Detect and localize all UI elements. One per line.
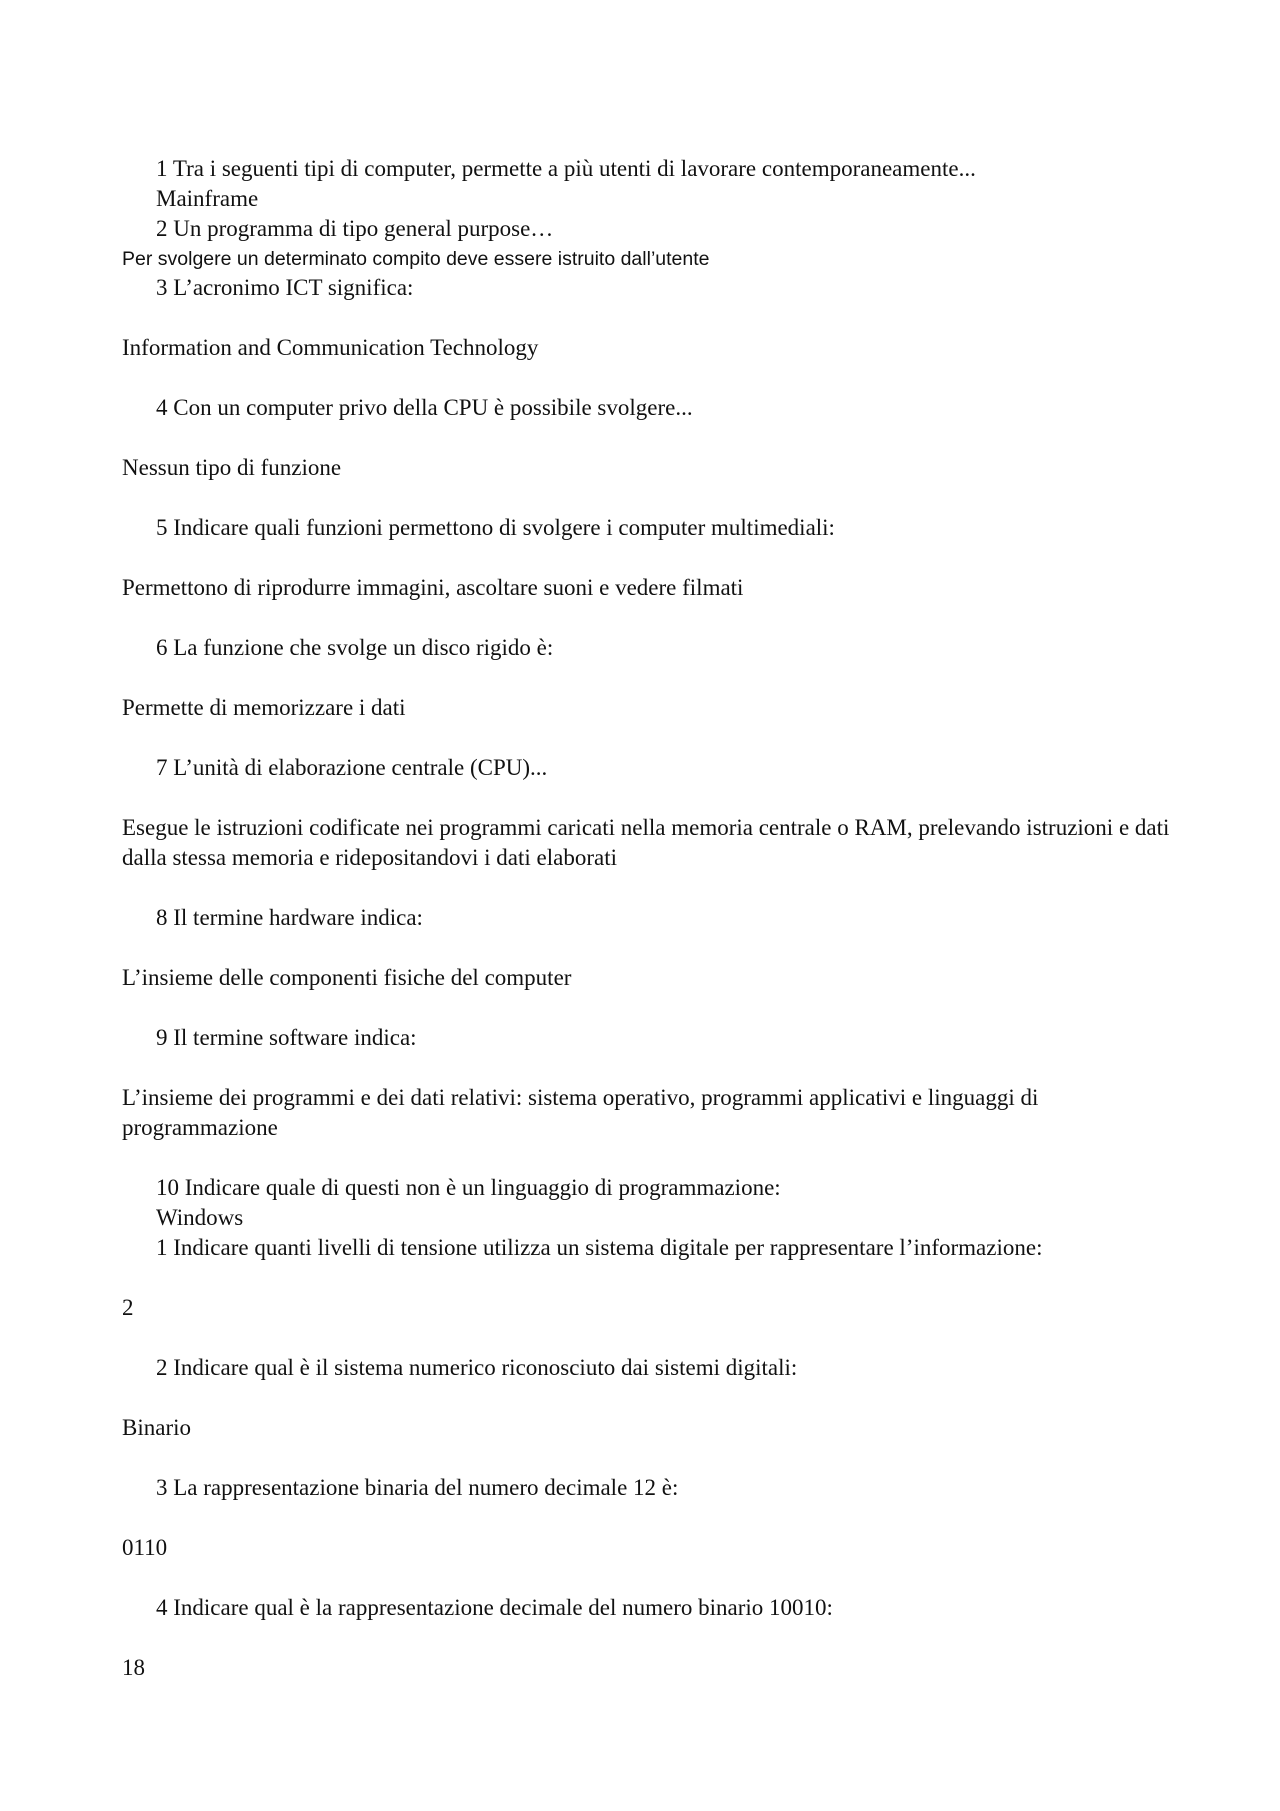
question-1b-voltage-levels: 1 Indicare quanti livelli di tensione utilizza un sistema digitale per rappresentare l’informazione: xyxy=(156,1235,1043,1260)
answer-10-windows: Windows xyxy=(156,1205,244,1230)
answer-5-multimedia: Permettono di riprodurre immagini, ascoltare suoni e vedere filmati xyxy=(122,575,744,600)
question-9-software: 9 Il termine software indica: xyxy=(156,1025,417,1050)
question-2b-number-system: 2 Indicare qual è il sistema numerico riconosciuto dai sistemi digitali: xyxy=(156,1355,798,1380)
question-10-programming-language: 10 Indicare quale di questi non è un linguaggio di programmazione: xyxy=(156,1175,781,1200)
answer-9-software: L’insieme dei programmi e dei dati relativi: sistema operativo, programmi applicativi e linguaggi di programmazione xyxy=(122,1085,1039,1140)
answer-1b-voltage-levels: 2 xyxy=(122,1295,134,1320)
question-4-no-cpu: 4 Con un computer privo della CPU è possibile svolgere... xyxy=(156,395,693,420)
question-5-multimedia: 5 Indicare quali funzioni permettono di svolgere i computer multimediali: xyxy=(156,515,835,540)
answer-3-ict: Information and Communication Technology xyxy=(122,335,539,360)
answer-2b-number-system: Binario xyxy=(122,1415,191,1440)
answer-8-hardware: L’insieme delle componenti fisiche del computer xyxy=(122,965,572,990)
answer-7-cpu: Esegue le istruzioni codificate nei programmi caricati nella memoria centrale o RAM, prelevando istruzioni e dati dalla stessa memoria e ridepositandovi i dati elaborati xyxy=(122,815,1170,870)
answer-2-general-purpose: Per svolgere un determinato compito deve essere istruito dall’utente xyxy=(122,248,710,270)
question-8-hardware: 8 Il termine hardware indica: xyxy=(156,905,423,930)
answer-6-hard-disk: Permette di memorizzare i dati xyxy=(122,695,406,720)
question-7-cpu: 7 L’unità di elaborazione centrale (CPU)... xyxy=(156,755,548,780)
question-3-ict: 3 L’acronimo ICT significa: xyxy=(156,275,414,300)
question-2-general-purpose: 2 Un programma di tipo general purpose… xyxy=(156,216,554,241)
question-6-hard-disk: 6 La funzione che svolge un disco rigido è: xyxy=(156,635,554,660)
answer-4b-decimal-10010: 18 xyxy=(122,1655,145,1680)
question-3b-binary-12: 3 La rappresentazione binaria del numero decimale 12 è: xyxy=(156,1475,679,1500)
answer-4-no-cpu: Nessun tipo di funzione xyxy=(122,455,342,480)
question-1-cpu-types: 1 Tra i seguenti tipi di computer, permette a più utenti di lavorare contemporaneamente... xyxy=(156,156,976,181)
answer-3b-binary-12: 0110 xyxy=(122,1535,168,1560)
question-4b-decimal-10010: 4 Indicare qual è la rappresentazione decimale del numero binario 10010: xyxy=(156,1595,833,1620)
answer-1-mainframe: Mainframe xyxy=(156,186,259,211)
